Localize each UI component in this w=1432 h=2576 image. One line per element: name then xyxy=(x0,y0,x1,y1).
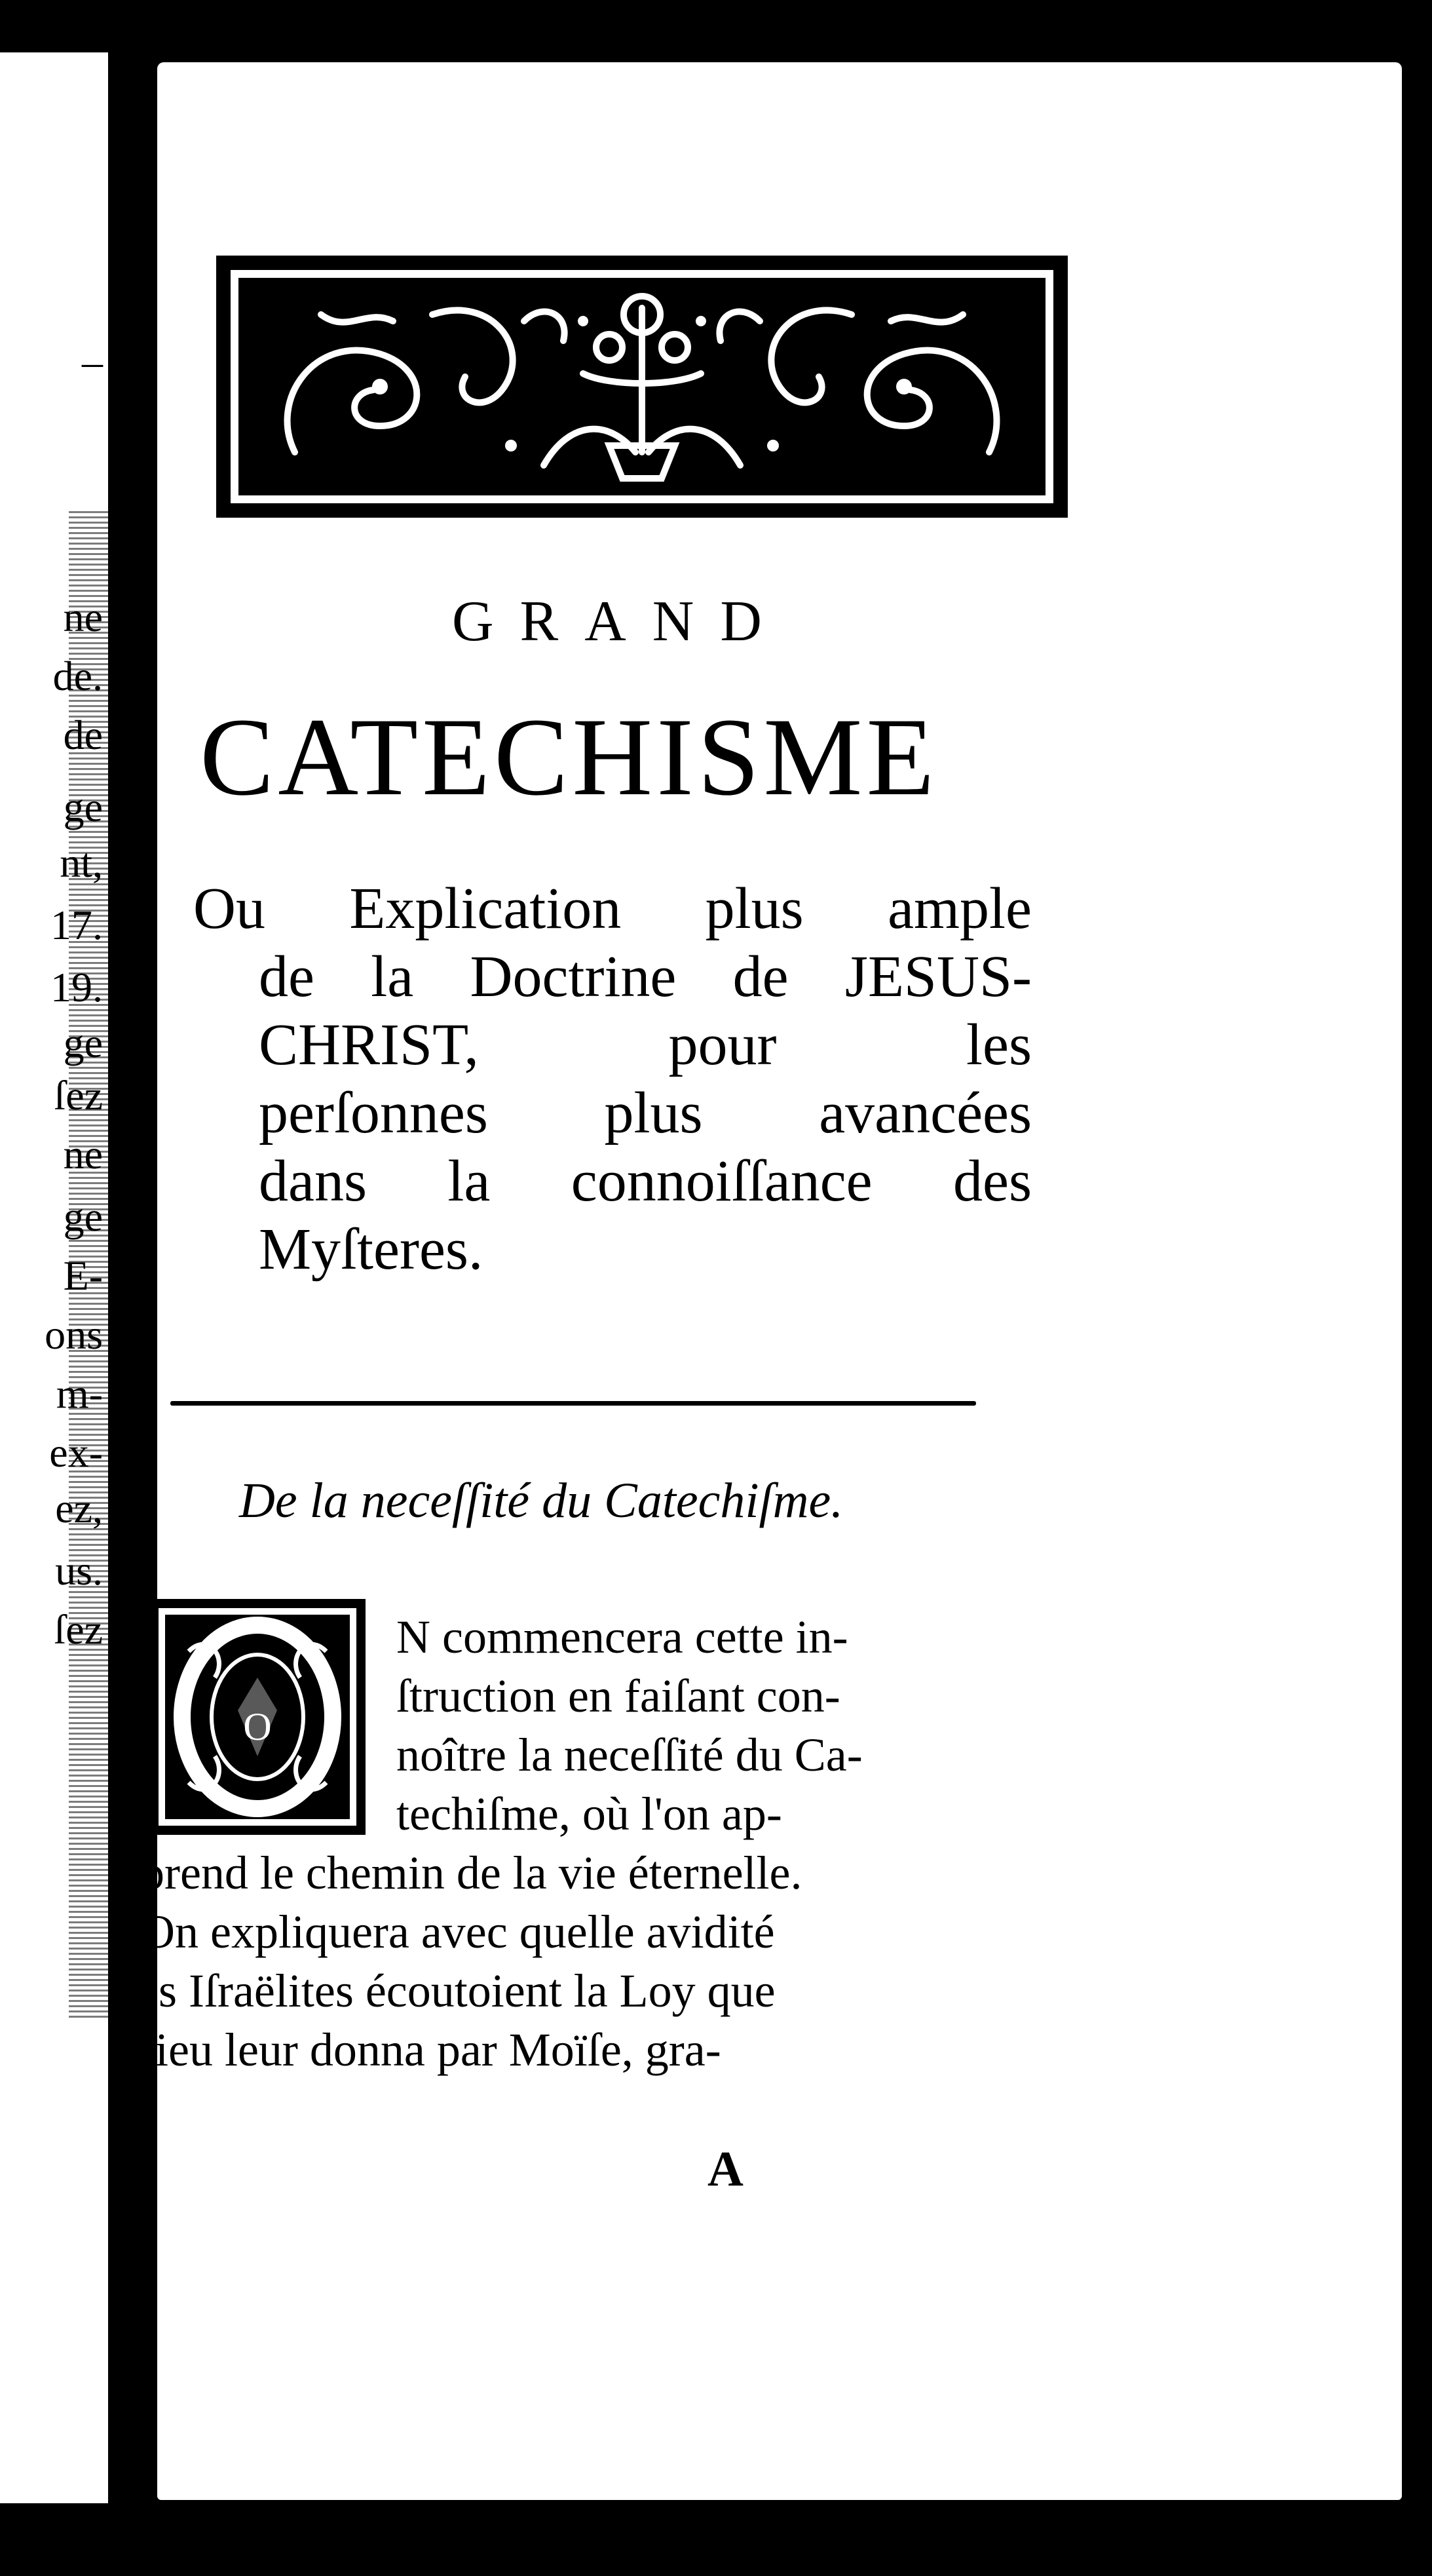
previous-page-edge xyxy=(0,52,108,2503)
body-line: noître la neceſſité du Ca- xyxy=(396,1729,863,1781)
previous-page-fragment: ons xyxy=(45,1311,103,1358)
dropcap-letter: O xyxy=(243,1705,272,1748)
body-line: techiſme, où l'on ap- xyxy=(396,1788,782,1840)
previous-page-fragment: ne xyxy=(63,594,103,640)
previous-page-fragment: ge xyxy=(63,1020,103,1066)
previous-page-fragment: – xyxy=(82,338,103,385)
previous-page-fragment: us. xyxy=(55,1547,103,1594)
body-line: ſtruction en faiſant con- xyxy=(396,1670,840,1722)
subtitle-block xyxy=(193,875,1032,1284)
previous-page-fragment: de. xyxy=(52,653,103,699)
title-catechisme: CATECHISME xyxy=(200,695,939,818)
previous-page-fragment: m- xyxy=(56,1370,103,1417)
previous-page-fragment: ne xyxy=(63,1131,103,1178)
body-line: prend le chemin de la vie éternelle. xyxy=(141,1847,802,1899)
previous-page-fragment: ſez xyxy=(54,1606,103,1653)
body-line: On expliquera avec quelle avidité xyxy=(141,1906,775,1958)
subtitle-line: Ou Explication plus ample xyxy=(193,876,1032,941)
ornamental-dropcap-icon xyxy=(149,1599,366,1835)
previous-page-fragment: ſez xyxy=(54,1072,103,1119)
body-line: Dieu leur donna par Moïſe, gra- xyxy=(121,2024,721,2076)
previous-page-fragment: ge xyxy=(63,784,103,830)
body-line: N commencera cette in- xyxy=(396,1611,848,1663)
body-line: les Iſraëlites écoutoient la Loy que xyxy=(124,1965,776,2017)
section-heading: De la neceſſité du Catechiſme. xyxy=(239,1473,844,1528)
subtitle-line: dans la connoiſſance des xyxy=(259,1149,1032,1214)
subtitle-line: perſonnes plus avancées xyxy=(259,1081,1032,1145)
subtitle-line: CHRIST, pour les xyxy=(259,1012,1032,1077)
previous-page-fragment: 19. xyxy=(50,964,103,1010)
floral-ornament-band-icon xyxy=(216,256,1068,518)
signature-mark: A xyxy=(707,2142,744,2197)
title-grand: GRAND xyxy=(452,590,788,653)
previous-page-fragment: ez, xyxy=(55,1485,103,1531)
previous-page-fragment: nt, xyxy=(60,839,103,886)
subtitle-line: de la Doctrine de JESUS- xyxy=(259,944,1032,1009)
previous-page-fragment: ge xyxy=(63,1193,103,1240)
previous-page-fragment: ex- xyxy=(49,1429,103,1476)
previous-page-fragment: de xyxy=(63,712,103,758)
subtitle-line: Myſteres. xyxy=(259,1217,483,1282)
previous-page-fragment: E- xyxy=(63,1252,103,1299)
section-divider xyxy=(170,1401,976,1406)
previous-page-fragment: 17. xyxy=(50,902,103,948)
